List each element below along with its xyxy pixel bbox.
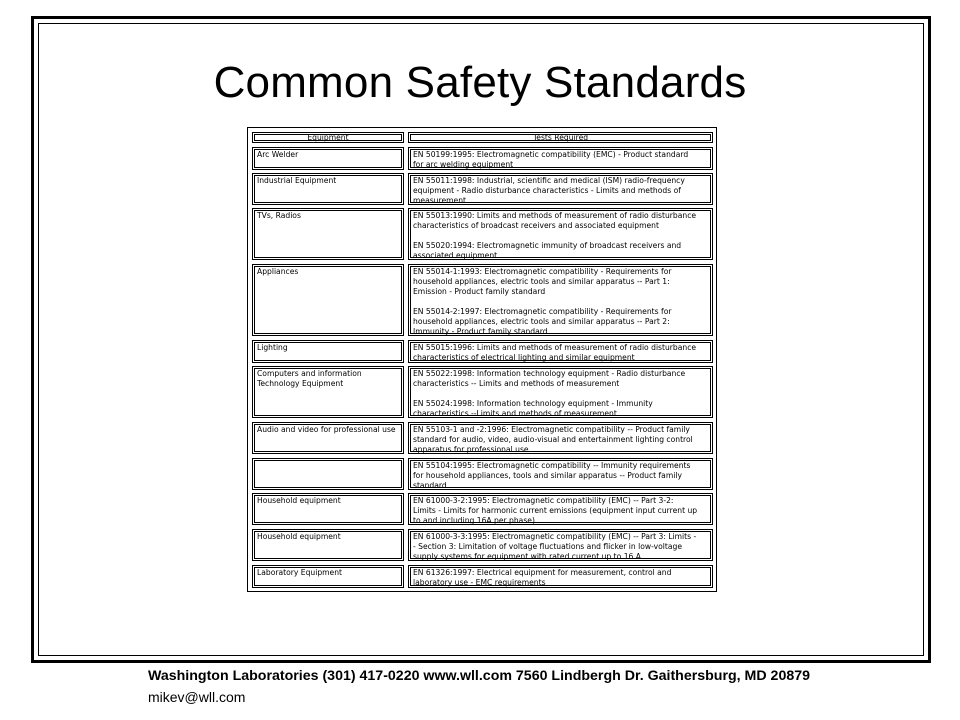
- table-row-tests: EN 61326:1997: Electrical equipment for measurement, control and laboratory use - EMC requirements: [408, 565, 713, 588]
- table-row-equipment: Lighting: [252, 340, 404, 363]
- table-row-tests: EN 55022:1998: Information technology equipment - Radio disturbance characteristics -- Limits and methods of measurement EN 55024:1998: Information technology equipment - Immunity characteristics --Limits and methods of measurement: [408, 366, 713, 418]
- table-row-tests: EN 55015:1996: Limits and methods of measurement of radio disturbance characteristics of electrical lighting and similar equipment: [408, 340, 713, 363]
- footer-email[interactable]: mikev@wll.com: [148, 689, 246, 705]
- table-row-tests: EN 50199:1995: Electromagnetic compatibility (EMC) - Product standard for arc welding equipment: [408, 147, 713, 170]
- table-row-equipment: Appliances: [252, 264, 404, 336]
- table-row-equipment: Industrial Equipment: [252, 173, 404, 205]
- table-row-equipment: Household equipment: [252, 529, 404, 561]
- table-row-equipment: Computers and information Technology Equipment: [252, 366, 404, 418]
- table-row-equipment: TVs, Radios: [252, 208, 404, 260]
- table-row-equipment: Arc Welder: [252, 147, 404, 170]
- table-row-tests: EN 55014-1:1993: Electromagnetic compatibility - Requirements for household appliances, electric tools and similar apparatus -- Part 1: Emission - Product family standard EN 55014-2:1997: Electromagnetic compatibility - Requirements for household appliances, electric tools and similar apparatus -- Part 2: Immunity - Product family standard: [408, 264, 713, 336]
- header-tests-required: Tests Required: [408, 132, 713, 143]
- footer-contact-line: Washington Laboratories (301) 417-0220 www.wll.com 7560 Lindbergh Dr. Gaithersburg, MD 20879: [148, 668, 811, 684]
- header-equipment: Equipment: [252, 132, 404, 143]
- table-row-equipment: [252, 458, 404, 490]
- table-row-tests: EN 61000-3-2:1995: Electromagnetic compatibility (EMC) -- Part 3-2: Limits - Limits for harmonic current emissions (equipment input current up to and including 16A per phase): [408, 493, 713, 525]
- table-row-equipment: Laboratory Equipment: [252, 565, 404, 588]
- standards-table: [247, 127, 717, 592]
- table-row-equipment: Household equipment: [252, 493, 404, 525]
- table-row-tests: EN 55104:1995: Electromagnetic compatibility -- Immunity requirements for household appliances, tools and similar apparatus -- Product family standard: [408, 458, 713, 490]
- page-title: Common Safety Standards: [213, 58, 747, 107]
- table-row-equipment: Audio and video for professional use: [252, 422, 404, 454]
- table-row-tests: EN 61000-3-3:1995: Electromagnetic compatibility (EMC) -- Part 3: Limits - - Section 3: Limitation of voltage fluctuations and flicker in low-voltage supply systems for equipment with rated current up to 16 A: [408, 529, 713, 561]
- table-row-tests: EN 55103-1 and -2:1996: Electromagnetic compatibility -- Product family standard for audio, video, audio-visual and entertainment lighting control apparatus for professional use: [408, 422, 713, 454]
- table-row-tests: EN 55011:1998: Industrial, scientific and medical (ISM) radio-frequency equipment - Radio disturbance characteristics - Limits and methods of measurement: [408, 173, 713, 205]
- table-row-tests: EN 55013:1990: Limits and methods of measurement of radio disturbance characteristics of broadcast receivers and associated equipment EN 55020:1994: Electromagnetic immunity of broadcast receivers and associated equipment: [408, 208, 713, 260]
